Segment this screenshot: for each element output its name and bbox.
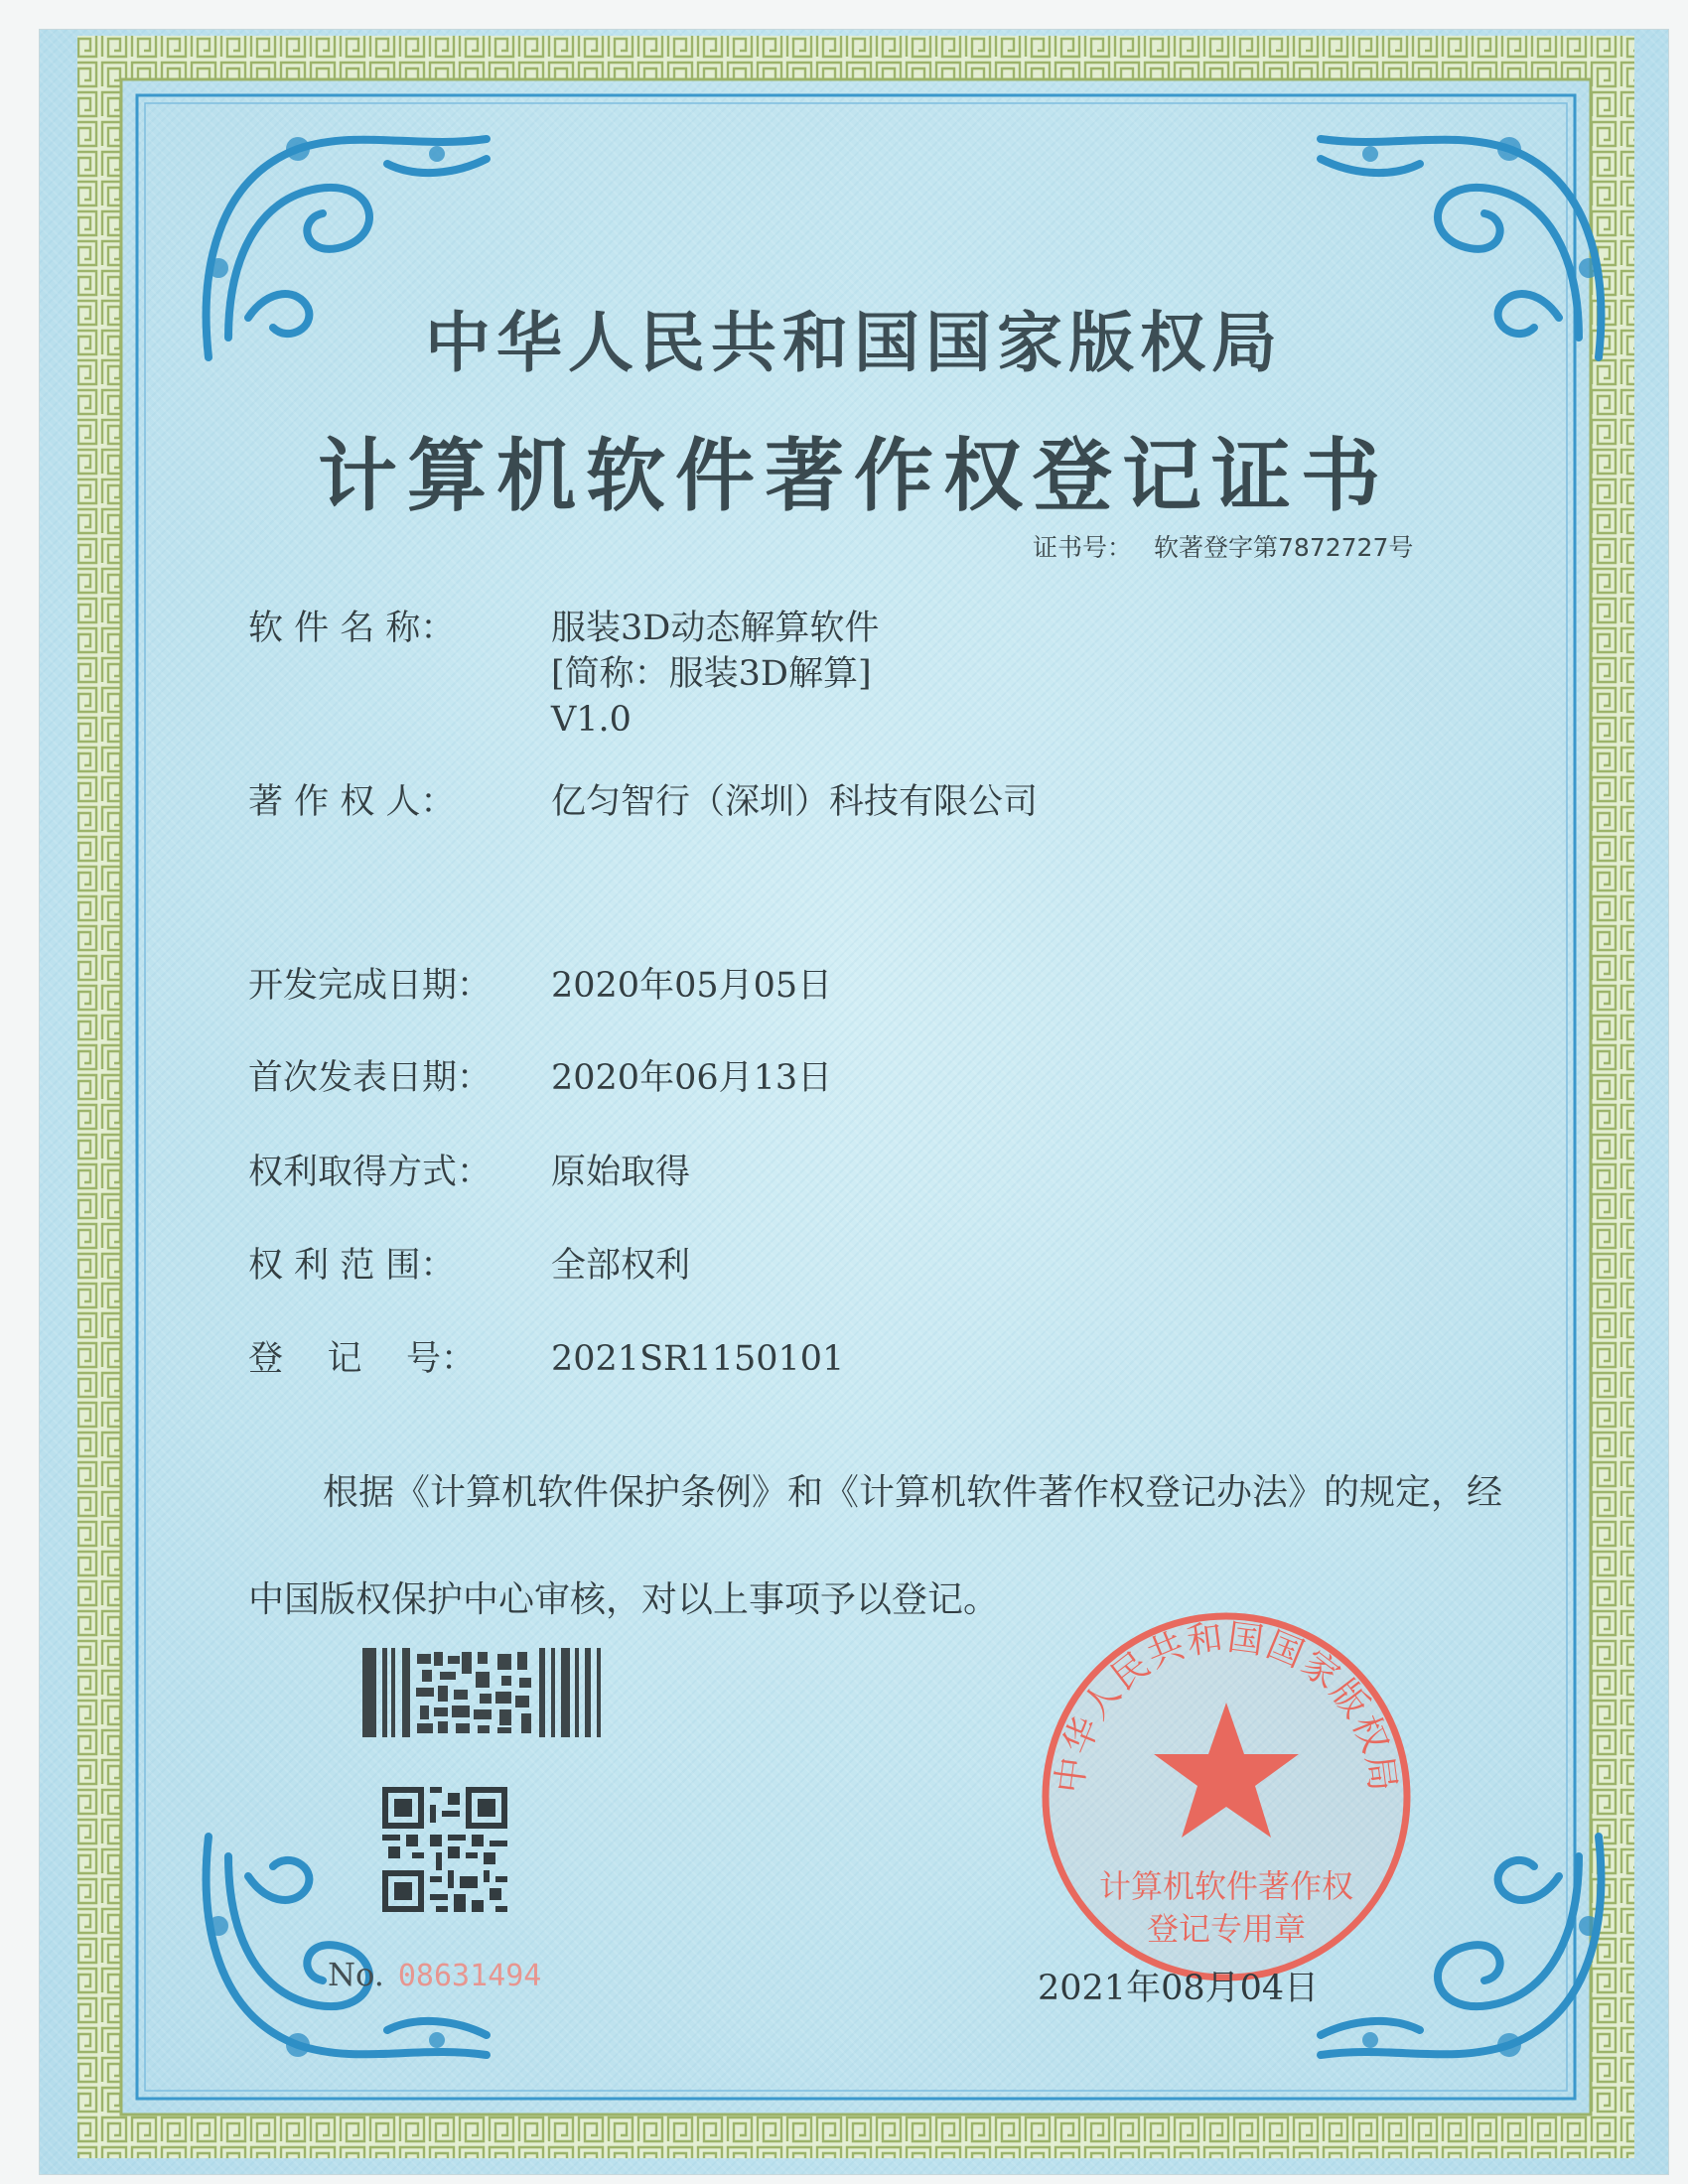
qr-code bbox=[382, 1787, 507, 1912]
issuing-authority: 中华人民共和国国家版权局 bbox=[425, 304, 1283, 381]
registration-statement: 根据《计算机软件保护条例》和《计算机软件著作权登记办法》的规定，经中国版权保护中心审核，对以上事项予以登记。 bbox=[248, 1472, 1503, 1620]
certificate-number-value: 软著登字第7872727号 bbox=[1154, 533, 1414, 562]
registration-number-value: 2021SR1150101 bbox=[551, 1339, 845, 1379]
serial-number: 08631494 bbox=[397, 1959, 542, 1993]
seal-line-1: 计算机软件著作权 bbox=[1098, 1867, 1353, 1905]
certificate-page bbox=[40, 30, 1668, 2174]
certificate-number-label: 证书号： bbox=[1033, 533, 1133, 562]
software-name-label: 软 件 名 称： bbox=[248, 609, 456, 648]
issue-date: 2021年08月04日 bbox=[1038, 1969, 1320, 2008]
seal-ring-text: 中华人民共和国国家版权局 bbox=[1050, 1617, 1403, 1796]
registration-number-label: 登 记 号： bbox=[248, 1339, 477, 1379]
pub-date-value: 2020年06月13日 bbox=[551, 1058, 833, 1098]
barcode bbox=[362, 1648, 611, 1737]
seal-line-2: 登记专用章 bbox=[1146, 1910, 1306, 1948]
serial-label: No. bbox=[328, 1956, 384, 1993]
pub-date-label: 首次发表日期： bbox=[248, 1058, 492, 1098]
certificate-serial bbox=[328, 1956, 541, 1993]
software-name-line: 服装3D动态解算软件 bbox=[551, 609, 880, 648]
scope-value: 全部权利 bbox=[551, 1246, 691, 1286]
dev-date-value: 2020年05月05日 bbox=[551, 966, 833, 1006]
acquisition-value: 原始取得 bbox=[551, 1153, 691, 1192]
certificate-title: 计算机软件著作权登记证书 bbox=[318, 429, 1390, 522]
owner-label: 著 作 权 人： bbox=[248, 782, 456, 822]
software-short-name-line: [简称：服装3D解算] bbox=[551, 654, 872, 694]
software-version-line: V1.0 bbox=[551, 700, 632, 740]
certificate-number bbox=[1033, 528, 1413, 564]
dev-date-label: 开发完成日期： bbox=[248, 966, 492, 1006]
software-name-value bbox=[551, 606, 1544, 743]
scope-label: 权 利 范 围： bbox=[248, 1246, 456, 1286]
acquisition-label: 权利取得方式： bbox=[248, 1153, 492, 1192]
owner-value: 亿匀智行（深圳）科技有限公司 bbox=[551, 782, 1039, 822]
